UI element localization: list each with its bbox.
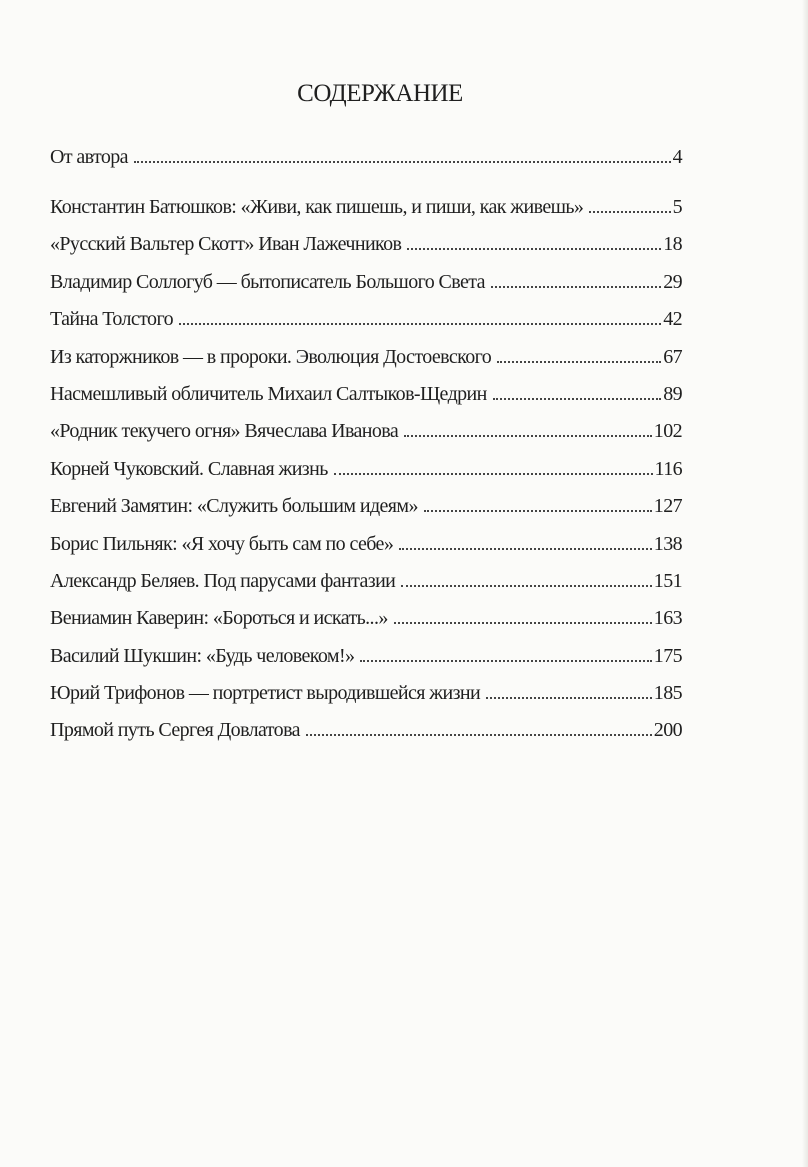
toc-entry — [50, 719, 682, 756]
toc-entry-page: 5 — [672, 196, 682, 218]
dot-leader — [401, 585, 652, 587]
toc-entry — [50, 458, 682, 495]
toc-entry — [50, 607, 682, 644]
toc-entry — [50, 495, 682, 532]
toc-entry-title: Из каторжников — в пророки. Эволюция Достоевского — [50, 345, 492, 368]
toc-entry-title: Борис Пильняк: «Я хочу быть сам по себе» — [50, 532, 394, 555]
dot-leader — [493, 398, 661, 400]
toc-entry-title: Вениамин Каверин: «Бороться и искать...» — [50, 607, 388, 630]
page-edge-shadow — [802, 0, 808, 1167]
toc-entry-page: 89 — [663, 382, 682, 405]
toc-entry — [50, 196, 682, 233]
toc-entry-title: «Русский Вальтер Скотт» Иван Лажечников — [50, 233, 402, 256]
dot-leader — [486, 697, 652, 699]
toc-entry-page: 4 — [672, 146, 682, 168]
toc-entry-title: Василий Шукшин: «Будь человеком!» — [50, 644, 355, 667]
toc-entry-title: Корней Чуковский. Славная жизнь — [50, 457, 328, 480]
toc-entry — [50, 420, 682, 457]
toc-entry — [50, 570, 682, 607]
toc-entry-title: «Родник текучего огня» Вячеслава Иванова — [50, 420, 399, 443]
toc-entry — [50, 146, 682, 196]
toc-entry-page: 175 — [653, 644, 682, 667]
dot-leader — [360, 660, 651, 662]
dot-leader — [306, 734, 652, 736]
dot-leader — [497, 361, 661, 363]
toc-entry-page: 102 — [653, 420, 682, 443]
toc-entry-title: От автора — [50, 146, 128, 168]
toc-entry — [50, 682, 682, 719]
toc-entry — [50, 645, 682, 682]
toc-entry-page: 67 — [663, 345, 682, 368]
dot-leader — [334, 473, 653, 475]
toc-entry-page: 151 — [653, 569, 682, 592]
toc-entry-page: 42 — [663, 308, 682, 331]
page-title: СОДЕРЖАНИЕ — [297, 80, 463, 107]
toc-entry-page: 29 — [663, 270, 682, 293]
toc-entry-page: 200 — [653, 719, 682, 742]
toc-entry-title: Александр Беляев. Под парусами фантазии — [50, 569, 396, 592]
toc-entry — [50, 308, 682, 345]
dot-leader — [179, 323, 661, 325]
toc-entry-page: 163 — [653, 607, 682, 630]
toc-entry-page: 116 — [654, 457, 682, 480]
dot-leader — [134, 161, 671, 163]
dot-leader — [589, 211, 670, 213]
dot-leader — [491, 286, 661, 288]
toc-entry — [50, 271, 682, 308]
toc-entry — [50, 233, 682, 270]
toc-entry — [50, 346, 682, 383]
toc-entry-page: 18 — [663, 233, 682, 256]
toc-entry — [50, 383, 682, 420]
dot-leader — [404, 435, 652, 437]
dot-leader — [424, 510, 652, 512]
toc-entry-title: Евгений Замятин: «Служить большим идеям» — [50, 495, 418, 518]
toc-entry — [50, 533, 682, 570]
toc-entry-title: Тайна Толстого — [50, 308, 173, 331]
table-of-contents — [50, 146, 682, 757]
toc-entry-page: 138 — [653, 532, 682, 555]
toc-entry-page: 185 — [653, 682, 682, 705]
toc-entry-page: 127 — [653, 495, 682, 518]
toc-entry-title: Прямой путь Сергея Довлатова — [50, 719, 300, 742]
dot-leader — [407, 248, 661, 250]
toc-entry-title: Юрий Трифонов — портретист выродившейся жизни — [50, 682, 481, 705]
toc-entry-title: Насмешливый обличитель Михаил Салтыков-Щедрин — [50, 382, 487, 405]
toc-entry-title: Константин Батюшков: «Живи, как пишешь, и пиши, как живешь» — [50, 196, 584, 218]
dot-leader — [399, 548, 652, 550]
toc-entry-title: Владимир Соллогуб — бытописатель Большого Света — [50, 270, 485, 293]
dot-leader — [394, 622, 652, 624]
